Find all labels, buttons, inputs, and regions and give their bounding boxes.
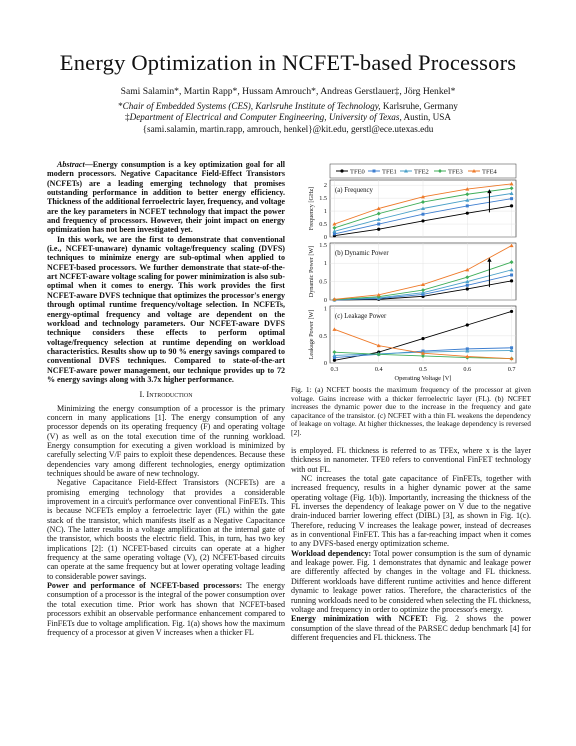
- left-column: [47, 160, 285, 637]
- data-point: [377, 223, 380, 226]
- y-tick-label: 0: [323, 297, 327, 304]
- figure-caption: Fig. 1: (a) NCFET boosts the maximum frequency of the processor at given voltage. Gains increase with a thicker ferroelectric layer (FL). (b) NCFET increases the dynamic power due to the increase in the frequency and gate capacitance of the transistor. (c) NCFET with a thin FL weakens the dependency of leakage on voltage. At higher thicknesses, the leakage dependency is reversed [2].: [291, 385, 531, 437]
- run-in-heading: Energy minimization with NCFET:: [291, 614, 428, 624]
- legend-marker: [373, 170, 376, 173]
- affil-name: Chair of Embedded Systems (CES), Karlsruhe Institute of Technology,: [122, 101, 381, 111]
- affiliation-2: [0, 112, 576, 122]
- y-axis-label: Leakage Power [W]: [308, 309, 315, 360]
- data-point: [333, 232, 336, 235]
- y-tick-label: 0.5: [319, 221, 327, 229]
- run-in-heading: Power and performance of NCFET-based processors:: [47, 581, 243, 591]
- data-point: [510, 310, 513, 313]
- data-point: [510, 244, 514, 248]
- affil-mark: ‡: [124, 112, 130, 122]
- data-point: [333, 359, 336, 362]
- paper-title: Energy Optimization in NCFET-based Processors: [59, 50, 517, 75]
- affil-name: Department of Electrical and Computer Engineering, University of Texas,: [129, 112, 402, 122]
- affil-mark: *: [118, 101, 123, 111]
- x-tick-label: 0.4: [374, 366, 383, 373]
- data-point: [466, 323, 469, 326]
- intro-p2: Negative Capacitance Field-Effect Transistors (NCFETs) are a promising emerging technology that provides a considerable improvement in a circuit's performance over conventional FinFETs. This is because NCFETs employ a ferroelectric layer (FL) within the gate stack of the transistor, which manifests itself as a Negative Capacitance (NC). The latter results in a voltage amplification at the internal gate of the transistor, which boosts the electric field. This, in turn, has two key implications [2]: (1) NCFET-based circuits can operate at a higher frequency at the same operating voltage (V), (2) NCFET-based circuits can operate at the same frequency but at lower operating voltage leading to considerable power savings.: [47, 478, 285, 581]
- data-point: [332, 327, 336, 331]
- data-point: [466, 287, 469, 290]
- y-tick-label: 1.5: [319, 241, 327, 249]
- right-p3: [291, 549, 531, 614]
- data-point: [377, 212, 381, 216]
- x-tick-label: 0.3: [330, 366, 339, 373]
- legend-marker: [340, 169, 343, 172]
- data-point: [466, 204, 469, 207]
- y-tick-label: 0.5: [319, 332, 327, 340]
- data-point: [510, 197, 513, 200]
- author-list: Sami Salamin*, Martin Rapp*, Hussam Amrouch*, Andreas Gerstlauer‡, Jörg Henkel*: [120, 86, 456, 97]
- affil-location: Karlsruhe, Germany: [380, 101, 458, 111]
- y-tick-label: 0.5: [319, 278, 327, 286]
- y-tick-label: 1: [323, 305, 327, 313]
- data-point: [421, 288, 425, 292]
- panel-label: (b) Dynamic Power: [335, 250, 389, 257]
- x-tick-label: 0.5: [419, 366, 427, 373]
- abstract-text: —Energy consumption is a key optimization goal for all modern processors. Negative Capacitance Field-Effect Transistors (NCFETs) are a leading emerging technology that promises outstanding performance in addition to better energy efficiency. Thickness of the additional ferroelectric layer, frequency, and voltage are the key parameters in NCFET technology that impact the power and frequency of processors. However, their joint impact on energy optimization has not been investigated yet.: [47, 160, 285, 235]
- intro-p3: [47, 581, 285, 637]
- x-tick-label: 0.7: [507, 366, 516, 373]
- right-column: [291, 446, 531, 642]
- data-point: [510, 268, 514, 272]
- paragraph-text: The energy consumption of a processor is the integral of the power consumption over the total execution time. Prior work has shown that NCFET-based processors exhibit an observable performance enhancement compared to FinFETs due to voltage amplification. Fig. 1(a) shows how the maximum frequency of a processor at given V increases when a thicker FL: [47, 581, 285, 637]
- x-tick-label: 0.6: [463, 366, 472, 373]
- data-point: [421, 200, 425, 204]
- data-point: [466, 212, 469, 215]
- right-p4: [291, 614, 531, 642]
- figure-1: [290, 160, 546, 382]
- data-point: [332, 350, 336, 354]
- data-point: [510, 260, 514, 264]
- y-tick-label: 1.5: [319, 195, 327, 203]
- legend-label: TFE2: [414, 168, 429, 176]
- y-tick-label: 0: [323, 234, 327, 241]
- y-tick-label: 0: [323, 360, 327, 367]
- data-point: [377, 228, 380, 231]
- data-point: [510, 204, 513, 207]
- data-point: [421, 219, 424, 222]
- abstract-p2: In this work, we are the first to demonstrate that conventional (i.e., NCFET-unaware) dynamic voltage/frequency scaling (DVFS) techniques to minimize energy are sub-optimal when applied to NCFET-based processors. We further demonstrate that state-of-the-art NCFET-aware voltage scaling for power minimization is also sub-optimal when it comes to energy. This work provides the first NCFET-aware DVFS technique that optimizes the processor's energy through optimal runtime frequency/voltage selection. In NCFETs, energy-optimal frequency and voltage are dependent on the workload and technology parameters. Our NCFET-aware DVFS technique considers these effects to perform optimal voltage/frequency selection at runtime depending on workload characteristics. Results show up to 90 % energy savings compared to conventional DVFS techniques. Compared to state-of-the-art NCFET-aware power management, our technique provides up to 72 % energy savings along with 3.7x higher performance.: [47, 234, 285, 384]
- legend-label: TFE1: [382, 168, 397, 176]
- panel-label: (c) Leakage Power: [335, 313, 387, 320]
- abstract-label: Abstract: [57, 160, 85, 169]
- legend-label: TFE0: [350, 168, 365, 176]
- data-point: [510, 279, 513, 282]
- data-point: [421, 337, 424, 340]
- intro-p1: Minimizing the energy consumption of a processor is the primary concern in many applications [1]. The energy consumption of any processor depends on its operating frequency (F) and operating voltage (V) as well as on the total execution time of the running workload. Energy consumption for executing a given workload is minimized by carefully selecting V/F pairs to exploit these dependences. Because these dependencies vary among different technologies, energy optimization techniques should be aware of new technology.: [47, 403, 285, 478]
- right-p2: NC increases the total gate capacitance of FinFETs, together with increased frequency, results in a higher dynamic power at the same operating voltage (Fig. 1(b)). Importantly, increasing the thickness of the FL inverses the dependency of leakage power on V due to the negative drain-induced barrier lowering effect (DIBL) [3], as shown in Fig. 1(c). Therefore, reducing V increases the leakage power, instead of decreases as in conventional FinFET. This has a far-reaching impact when it comes to any DVFS-based energy optimization scheme.: [291, 474, 531, 549]
- data-point: [510, 186, 514, 190]
- right-p1: is employed. FL thickness is referred to as TFEx, where x is the layer thickness in nanometer. TFE0 refers to conventional FinFET technology with out FL.: [291, 446, 531, 474]
- affil-location: Austin, USA: [401, 112, 452, 122]
- x-axis-label: Operating Voltage [V]: [394, 375, 452, 382]
- y-tick-label: 2: [323, 182, 327, 190]
- run-in-heading: Workload dependency:: [291, 548, 372, 558]
- data-point: [510, 191, 514, 195]
- paragraph-text: Fig. 2 shows the power consumption of the slave thread of the PARSEC dedup benchmark [4] for different frequencies and FL thickness. The: [291, 614, 531, 642]
- data-point: [332, 226, 336, 230]
- data-point: [466, 284, 469, 287]
- y-tick-label: 1: [323, 260, 327, 268]
- panel-label: (a) Frequency: [335, 187, 373, 194]
- y-axis-label: Dynamic Power [W]: [308, 245, 315, 298]
- abstract-p1: [47, 160, 285, 235]
- data-point: [510, 273, 513, 276]
- legend-label: TFE4: [482, 168, 497, 176]
- data-point: [465, 192, 469, 196]
- y-axis-label: Frequency [GHz]: [308, 186, 315, 231]
- y-tick-label: 1: [323, 208, 327, 216]
- section-heading-intro: I. Introduction: [139, 390, 193, 400]
- paragraph-text: Total power consumption is the sum of dynamic and leakage power. Fig. 1 demonstrates that dynamic and leakage power are differently affected by changes in the voltage and FL thickness. Different workloads have different runtime activities and hence different dynamic to leakage power ratios. Therefore, the characteristics of the running workloads need to be considered when selecting the FL thickness, voltage and frequency in order to optimize the processor's energy.: [291, 548, 531, 614]
- legend-label: TFE3: [448, 168, 463, 176]
- legend-marker: [438, 169, 442, 173]
- affiliation-1: [0, 101, 576, 111]
- data-point: [465, 275, 469, 279]
- email-line: {sami.salamin, martin.rapp, amrouch, henkel}@kit.edu, gerstl@ece.utexas.edu: [142, 124, 434, 134]
- data-point: [465, 268, 469, 272]
- data-point: [422, 213, 425, 216]
